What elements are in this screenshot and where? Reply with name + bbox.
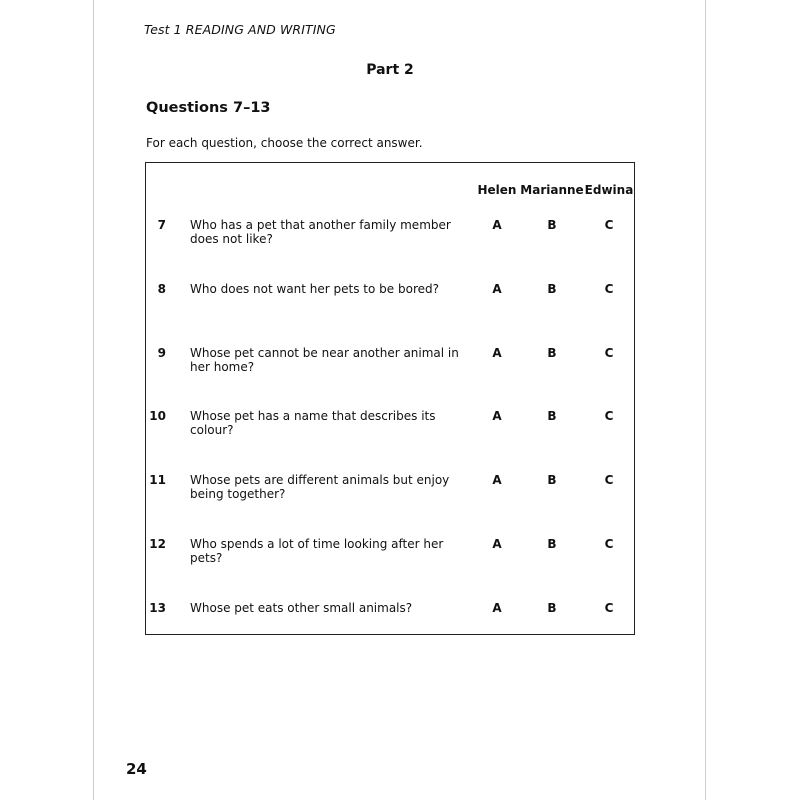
option-a[interactable]: A [492, 473, 502, 487]
question-number: 7 [157, 218, 166, 232]
question-text: Who has a pet that another family member does not like? [190, 218, 451, 246]
option-c[interactable]: C [604, 409, 614, 423]
option-b[interactable]: B [547, 282, 557, 296]
test-header: Test 1 READING AND WRITING [144, 22, 336, 37]
option-c[interactable]: C [604, 282, 614, 296]
table-row [0, 409, 800, 449]
option-a[interactable]: A [492, 218, 502, 232]
table-row [0, 601, 800, 641]
column-header-marianne: Marianne [520, 183, 584, 197]
question-number: 10 [149, 409, 166, 423]
option-a[interactable]: A [492, 601, 502, 615]
table-row [0, 473, 800, 513]
option-b[interactable]: B [547, 409, 557, 423]
option-a[interactable]: A [492, 409, 502, 423]
questions-heading: Questions 7–13 [146, 100, 271, 116]
table-row [0, 282, 800, 322]
question-number: 9 [157, 346, 166, 360]
question-number: 12 [149, 537, 166, 551]
question-number: 8 [157, 282, 166, 296]
option-c[interactable]: C [604, 218, 614, 232]
question-text: Whose pets are different animals but enjoy being together? [190, 473, 450, 501]
option-b[interactable]: B [547, 601, 557, 615]
option-b[interactable]: B [547, 473, 557, 487]
question-text: Who does not want her pets to be bored? [190, 282, 439, 296]
table-row [0, 218, 800, 258]
instruction-text: For each question, choose the correct answer. [146, 136, 423, 150]
option-b[interactable]: B [547, 218, 557, 232]
option-a[interactable]: A [492, 346, 502, 360]
question-number: 11 [149, 473, 166, 487]
column-header-helen: Helen [477, 183, 517, 197]
option-b[interactable]: B [547, 537, 557, 551]
part-title: Part 2 [366, 62, 414, 78]
question-number: 13 [149, 601, 166, 615]
option-a[interactable]: A [492, 537, 502, 551]
option-c[interactable]: C [604, 346, 614, 360]
table-row [0, 537, 800, 577]
question-text: Who spends a lot of time looking after her pets? [190, 537, 444, 565]
option-a[interactable]: A [492, 282, 502, 296]
question-text: Whose pet eats other small animals? [190, 601, 413, 615]
question-text: Whose pet has a name that describes its colour? [190, 409, 436, 437]
option-b[interactable]: B [547, 346, 557, 360]
question-text: Whose pet cannot be near another animal in her home? [190, 346, 459, 374]
option-c[interactable]: C [604, 537, 614, 551]
option-c[interactable]: C [604, 601, 614, 615]
option-c[interactable]: C [604, 473, 614, 487]
table-row [0, 346, 800, 386]
column-header-edwina: Edwina [584, 183, 634, 197]
page-number: 24 [126, 760, 147, 778]
